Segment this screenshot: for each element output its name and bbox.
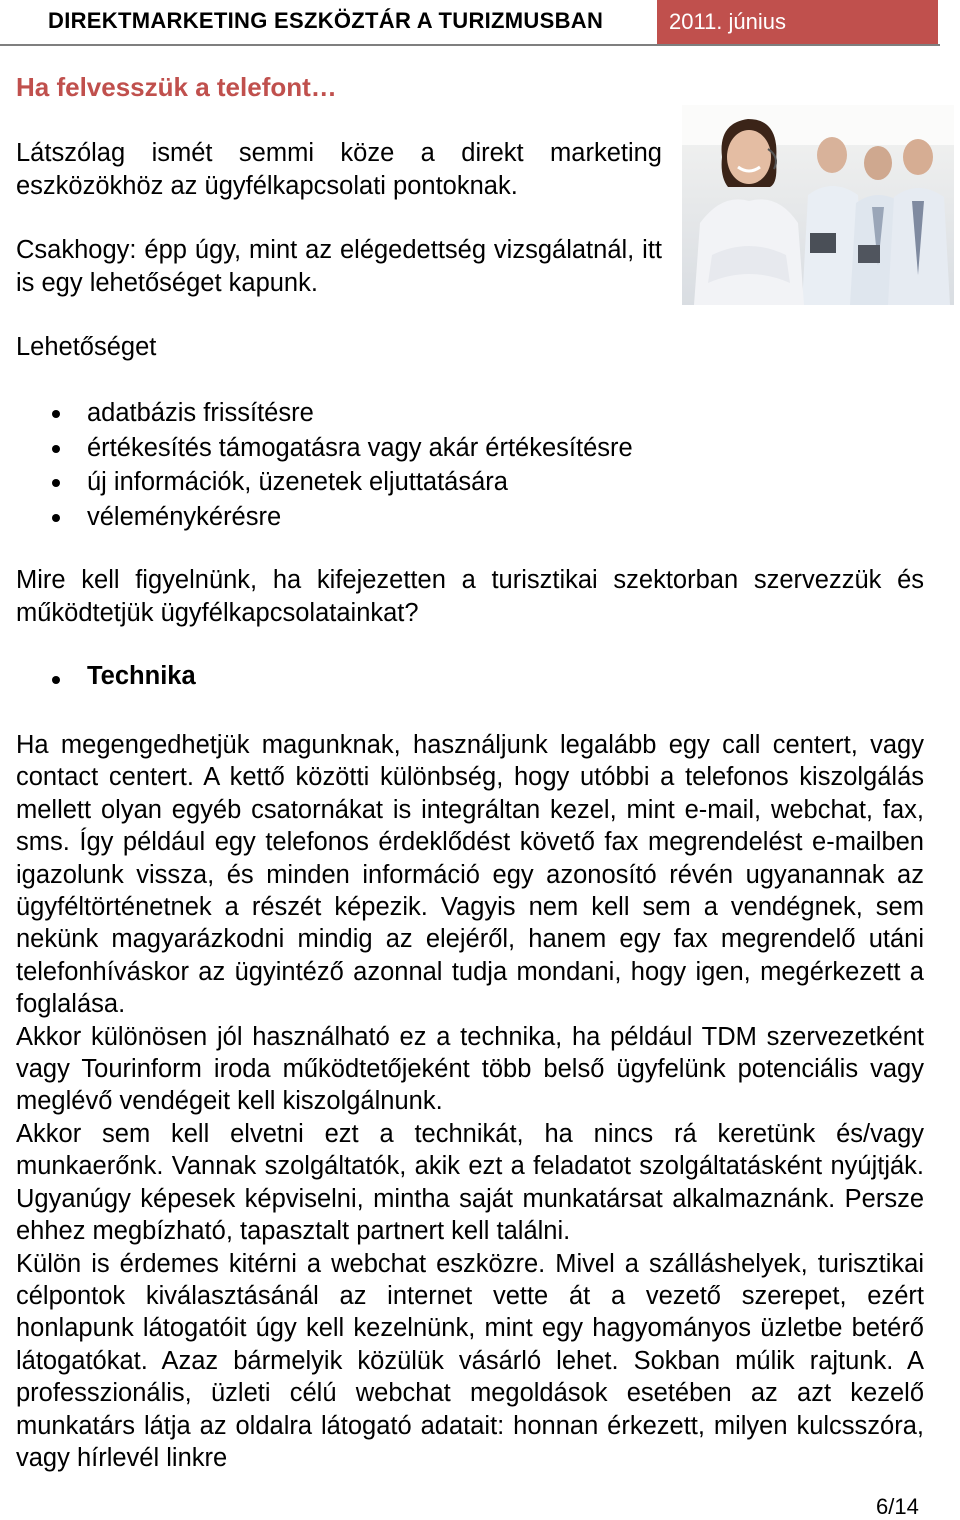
body-paragraph-4: Külön is érdemes kitérni a webchat eszközre. Mivel a szálláshelyek, turisztikai célpontok kiválasztásánál az internet vette át a vezető szerepet, ezért honlapunk látogatóit úgy kell kezelnünk, mint egy hagyományos üzletbe betérő látogatókat. Azaz bármelyik közülük vásárló lehet. Sokban múlik rajtunk. A professzionális, üzleti célú webchat megoldások esetében az azt kezelő munkatárs látja az oldalra látogató adatait: honnan érkezett, milyen kulcsszóra, vagy hírlevél linkre	[16, 1249, 924, 1472]
list-item: adatbázis frissítésre	[48, 396, 633, 431]
list-item: értékesítés támogatásra vagy akár értékesítésre	[48, 431, 633, 466]
page-header	[0, 0, 940, 46]
question-paragraph: Mire kell figyelnünk, ha kifejezetten a turisztikai szektorban szervezzük és működtetjük ügyfélkapcsolatainkat?	[16, 566, 924, 627]
page-number: 6/14	[876, 1494, 919, 1519]
intro-paragraph-3: Lehetőséget	[16, 333, 157, 361]
list-item: véleménykérésre	[48, 500, 633, 535]
body-paragraph-2: Akkor különösen jól használható ez a technika, ha például TDM szervezetként vagy Tourinform iroda működtetőjeként több belső ügyfelünk potenciális vagy meglévő vendégeit kell kiszolgálnunk.	[16, 1022, 924, 1116]
section-heading: Ha felvesszük a telefont…	[16, 72, 337, 102]
body-text	[16, 729, 924, 1474]
body-paragraph-1: Ha megengedhetjük magunknak, használjunk legalább egy call centert, vagy contact centert. A kettő közötti különbség, hogy utóbbi a telefonos kiszolgálás mellett olyan egyéb csatornákat is integráltan kezel, mint e-mail, webchat, fax, sms. Így például egy telefonos érdeklődést követő fax megrendelést e-mailben igazolunk vissza, és minden információ egy azonosító révén ugyanannak az ügyféltörténetnek a részét képezik. Vagyis nem kell sem a vendégnek, sem nekünk magyarázkodni mindig az elejéről, hanem egy fax megrendelő utáni telefonhíváskor az ügyintéző azonnal tudja mondani, hogy igen, megérkezett a foglalása.	[16, 731, 924, 1019]
document-title: DIREKTMARKETING ESZKÖZTÁR A TURIZMUSBAN	[48, 8, 604, 33]
list-item: új információk, üzenetek eljuttatására	[48, 465, 633, 500]
call-center-team-photo	[682, 105, 954, 305]
body-paragraph-3: Akkor sem kell elvetni ezt a technikát, ha nincs rá keretünk és/vagy munkaerőnk. Vannak szolgáltatók, akik ezt a feladatot szolgáltatásként nyújtják. Ugyanúgy képesek képviselni, mintha saját munkatársat alkalmaznánk. Persze ehhez megbízható, tapasztalt partnert kell találni.	[16, 1119, 924, 1246]
document-date: 2011. június	[657, 0, 938, 44]
subsection-title: Technika	[48, 662, 196, 691]
opportunity-list	[48, 396, 633, 534]
intro-paragraph-1: Látszólag ismét semmi köze a direkt marketing eszközökhöz az ügyfélkapcsolati pontoknak.	[16, 139, 662, 200]
intro-paragraph-2: Csakhogy: épp úgy, mint az elégedettség vizsgálatnál, itt is egy lehetőséget kapunk.	[16, 236, 662, 297]
